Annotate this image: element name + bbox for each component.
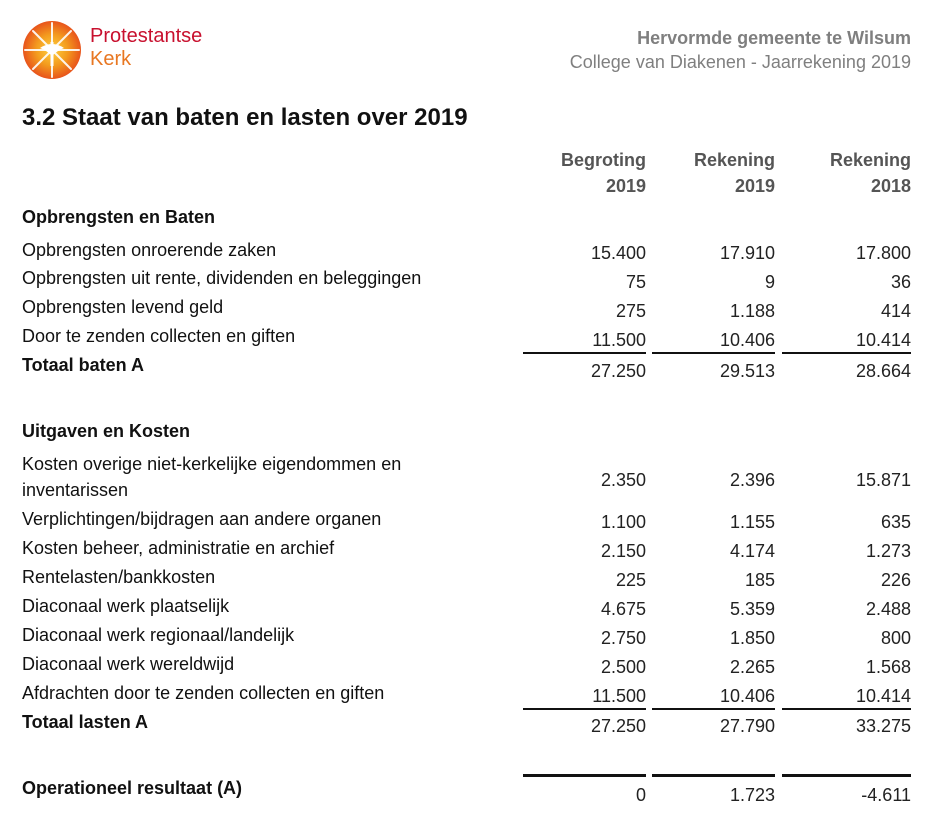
row-label: Diaconaal werk plaatselijk bbox=[22, 596, 230, 616]
brand-name bbox=[90, 25, 202, 71]
protestantse-kerk-logo-icon bbox=[22, 20, 82, 80]
section-heading-baten: Opbrengsten en Baten bbox=[22, 207, 216, 227]
row-label: Kosten beheer, administratie en archief bbox=[22, 538, 335, 558]
cell-value: 2.750 bbox=[600, 628, 646, 648]
total-value: 27.790 bbox=[719, 716, 775, 736]
cell-value: 1.155 bbox=[729, 512, 775, 532]
column-header-line2: 2019 bbox=[605, 176, 646, 196]
row-label: Opbrengsten levend geld bbox=[22, 297, 224, 317]
row-label: Verplichtingen/bijdragen aan andere organen bbox=[22, 509, 382, 529]
subtotal-rule bbox=[652, 352, 775, 354]
cell-value: 2.350 bbox=[600, 470, 646, 490]
cell-value: 10.406 bbox=[719, 686, 775, 706]
column-header-begroting-2019 bbox=[561, 147, 646, 199]
subtotal-rule bbox=[523, 352, 646, 354]
cell-value: 414 bbox=[880, 301, 911, 321]
result-value: 0 bbox=[635, 785, 646, 805]
cell-value: 10.414 bbox=[855, 330, 911, 350]
cell-value: 800 bbox=[880, 628, 911, 648]
cell-value: 1.850 bbox=[729, 628, 775, 648]
organization-name: Hervormde gemeente te Wilsum bbox=[637, 28, 911, 48]
cell-value: 4.675 bbox=[600, 599, 646, 619]
row-label: Diaconaal werk regionaal/landelijk bbox=[22, 625, 295, 645]
total-label: Totaal lasten A bbox=[22, 712, 149, 732]
cell-value: 1.568 bbox=[865, 657, 911, 677]
column-header-line1: Begroting bbox=[561, 150, 646, 170]
row-label: Rentelasten/bankkosten bbox=[22, 567, 216, 587]
brand-line2: Kerk bbox=[90, 48, 132, 70]
cell-value: 1.273 bbox=[865, 541, 911, 561]
column-header-line1: Rekening bbox=[829, 150, 911, 170]
cell-value: 4.174 bbox=[729, 541, 775, 561]
cell-value: 5.359 bbox=[729, 599, 775, 619]
total-value: 33.275 bbox=[855, 716, 911, 736]
total-value: 29.513 bbox=[719, 361, 775, 381]
cell-value: 1.100 bbox=[600, 512, 646, 532]
result-value: -4.611 bbox=[861, 785, 911, 805]
brand-line1: Protestantse bbox=[90, 25, 203, 47]
section-heading-lasten: Uitgaven en Kosten bbox=[22, 421, 191, 441]
subtotal-rule bbox=[523, 708, 646, 710]
cell-value: 11.500 bbox=[592, 686, 646, 706]
row-label: Door te zenden collecten en giften bbox=[22, 326, 296, 346]
column-header-rekening-2018 bbox=[830, 147, 911, 199]
total-value: 28.664 bbox=[855, 361, 911, 381]
row-label-continued: inventarissen bbox=[22, 480, 129, 500]
document-header bbox=[570, 26, 911, 74]
page-title: 3.2 Staat van baten en lasten over 2019 bbox=[22, 104, 468, 131]
cell-value: 275 bbox=[615, 301, 646, 321]
result-rule bbox=[782, 774, 911, 777]
row-label: Opbrengsten uit rente, dividenden en beleggingen bbox=[22, 268, 422, 288]
cell-value: 36 bbox=[890, 272, 911, 292]
subtotal-rule bbox=[652, 708, 775, 710]
cell-value: 10.414 bbox=[855, 686, 911, 706]
cell-value: 226 bbox=[880, 570, 911, 590]
cell-value: 2.500 bbox=[600, 657, 646, 677]
result-rule bbox=[652, 774, 775, 777]
row-label: Kosten overige niet-kerkelijke eigendommen en bbox=[22, 454, 402, 474]
cell-value: 635 bbox=[880, 512, 911, 532]
column-header-line2: 2019 bbox=[734, 176, 775, 196]
column-header-line2: 2018 bbox=[870, 176, 911, 196]
cell-value: 9 bbox=[764, 272, 775, 292]
cell-value: 10.406 bbox=[719, 330, 775, 350]
result-label: Operationeel resultaat (A) bbox=[22, 778, 243, 798]
cell-value: 225 bbox=[615, 570, 646, 590]
cell-value: 185 bbox=[744, 570, 775, 590]
total-value: 27.250 bbox=[590, 716, 646, 736]
cell-value: 2.396 bbox=[729, 470, 775, 490]
row-label: Opbrengsten onroerende zaken bbox=[22, 240, 277, 260]
row-label: Diaconaal werk wereldwijd bbox=[22, 654, 235, 674]
subtotal-rule bbox=[782, 708, 911, 710]
cell-value: 17.910 bbox=[719, 243, 775, 263]
cell-value: 2.150 bbox=[600, 541, 646, 561]
cell-value: 1.188 bbox=[729, 301, 775, 321]
document-subtitle: College van Diakenen - Jaarrekening 2019 bbox=[569, 52, 911, 72]
cell-value: 15.871 bbox=[855, 470, 911, 490]
cell-value: 2.488 bbox=[865, 599, 911, 619]
result-value: 1.723 bbox=[729, 785, 775, 805]
cell-value: 2.265 bbox=[729, 657, 775, 677]
column-header-line1: Rekening bbox=[693, 150, 775, 170]
cell-value: 75 bbox=[625, 272, 646, 292]
result-rule bbox=[523, 774, 646, 777]
cell-value: 17.800 bbox=[855, 243, 911, 263]
row-label: Afdrachten door te zenden collecten en giften bbox=[22, 683, 385, 703]
column-header-rekening-2019 bbox=[694, 147, 775, 199]
cell-value: 15.400 bbox=[590, 243, 646, 263]
total-value: 27.250 bbox=[590, 361, 646, 381]
total-label: Totaal baten A bbox=[22, 355, 145, 375]
subtotal-rule bbox=[782, 352, 911, 354]
cell-value: 11.500 bbox=[592, 330, 646, 350]
